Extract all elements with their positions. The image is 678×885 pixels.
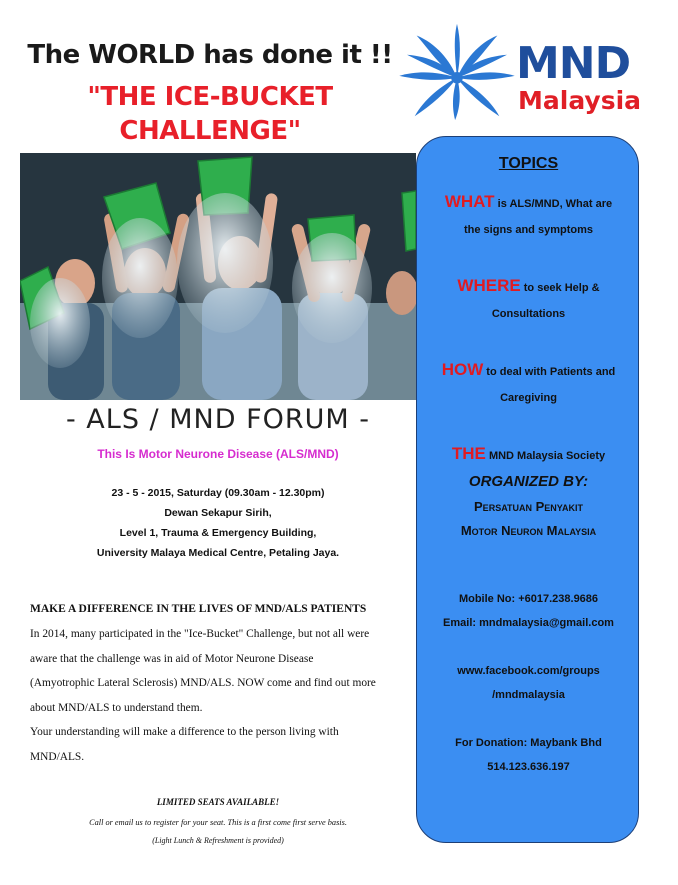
event-venue-line: University Malaya Medical Centre, Petaling Jaya. bbox=[96, 547, 340, 559]
topic-text: Consultations bbox=[491, 308, 566, 320]
mnd-flower-logo-icon bbox=[396, 22, 518, 122]
topic-text: is ALS/MND, What are bbox=[494, 198, 613, 210]
topic-text: the signs and symptoms bbox=[464, 224, 593, 236]
topic-what bbox=[417, 189, 640, 243]
ice-bucket-photo bbox=[20, 153, 416, 400]
facebook-link-line: www.facebook.com/groups bbox=[457, 665, 600, 677]
body-line: MND/ALS. bbox=[30, 750, 85, 763]
organizer-name bbox=[417, 495, 640, 543]
mobile-number: Mobile No: +6017.238.9686 bbox=[458, 593, 599, 605]
logo-malaysia-text: Malaysia bbox=[518, 86, 642, 115]
topic-text: MND Malaysia Society bbox=[485, 450, 606, 462]
donation-bank: For Donation: Maybank Bhd bbox=[455, 737, 602, 749]
facebook-link[interactable] bbox=[417, 659, 640, 707]
lunch-note: (Light Lunch & Refreshment is provided) bbox=[152, 836, 284, 845]
body-line: about MND/ALS to understand them. bbox=[30, 701, 203, 714]
headline-ice-bucket-line1: "THE ICE-BUCKET bbox=[87, 82, 333, 112]
event-date: 23 - 5 - 2015, Saturday (09.30am - 12.30pm) bbox=[111, 487, 325, 499]
email-address: Email: mndmalaysia@gmail.com bbox=[443, 617, 614, 629]
donation-info bbox=[417, 731, 640, 779]
logo-mnd-text: MND bbox=[516, 38, 631, 89]
headline-world: The WORLD has done it !! bbox=[27, 40, 393, 70]
body-line: In 2014, many participated in the "Ice-Bucket" Challenge, but not all were bbox=[30, 628, 370, 640]
forum-subtitle: This Is Motor Neurone Disease (ALS/MND) bbox=[97, 447, 339, 461]
facebook-link-line: /mndmalaysia bbox=[492, 689, 565, 701]
topic-the bbox=[417, 441, 640, 469]
make-difference-body bbox=[30, 622, 412, 770]
forum-title: - ALS / MND FORUM - bbox=[65, 404, 371, 435]
event-details bbox=[20, 483, 416, 563]
topics-heading: TOPICS bbox=[498, 155, 559, 172]
limited-seats-note: LIMITED SEATS AVAILABLE! bbox=[156, 797, 280, 807]
topic-keyword: WHAT bbox=[444, 192, 495, 211]
topic-keyword: THE bbox=[451, 444, 486, 463]
topic-text: Caregiving bbox=[500, 392, 557, 404]
topic-text: to deal with Patients and bbox=[483, 366, 616, 378]
organizer-line: Persatuan Penyakit bbox=[474, 499, 583, 514]
organizer-line: Motor Neuron Malaysia bbox=[460, 523, 597, 538]
register-note: Call or email us to register for your seat. This is a first come first serve basis. bbox=[89, 818, 347, 827]
donation-account: 514.123.636.197 bbox=[487, 761, 570, 773]
headline-ice-bucket-line2: CHALLENGE" bbox=[119, 116, 301, 146]
organized-by-label: ORGANIZED BY: bbox=[468, 473, 589, 490]
body-line: aware that the challenge was in aid of Motor Neurone Disease bbox=[30, 652, 314, 665]
body-line: (Amyotrophic Lateral Sclerosis) MND/ALS. NOW come and find out more bbox=[30, 677, 376, 690]
topic-where bbox=[417, 273, 640, 327]
make-difference-heading: MAKE A DIFFERENCE IN THE LIVES OF MND/ALS PATIENTS bbox=[30, 603, 367, 615]
topic-text: to seek Help & bbox=[520, 282, 600, 294]
topic-how bbox=[417, 357, 640, 411]
topic-keyword: HOW bbox=[441, 360, 484, 379]
topics-panel bbox=[416, 136, 639, 843]
body-line: Your understanding will make a difference to the person living with bbox=[30, 726, 339, 739]
topic-keyword: WHERE bbox=[457, 276, 521, 295]
event-venue-line: Dewan Sekapur Sirih, bbox=[164, 507, 272, 519]
event-venue-line: Level 1, Trauma & Emergency Building, bbox=[119, 527, 317, 539]
headline-ice-bucket bbox=[0, 80, 420, 148]
ice-bucket-photo-illustration bbox=[20, 153, 416, 400]
